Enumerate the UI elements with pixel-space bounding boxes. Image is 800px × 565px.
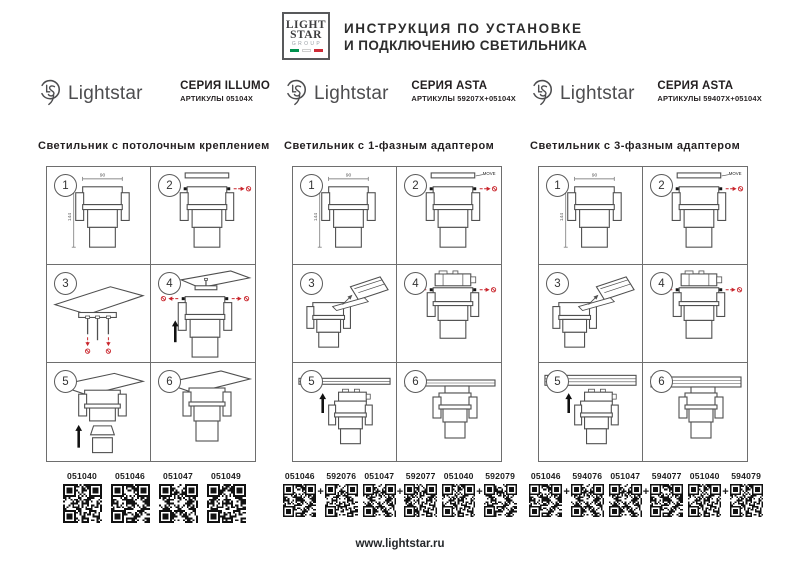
article-number: 594077: [651, 471, 682, 481]
website-link[interactable]: www.lightstar.ru: [355, 538, 445, 550]
plus-separator: +: [563, 486, 570, 498]
svg-text:90: 90: [99, 173, 106, 179]
article-qr-row: [530, 471, 762, 517]
step-cell: [539, 363, 643, 461]
step-cell: [151, 265, 255, 363]
article-number: 051046: [530, 471, 561, 481]
step-number: 2: [404, 174, 427, 197]
step-number: 2: [158, 174, 181, 197]
step-number: 6: [404, 370, 427, 393]
article-code: [325, 471, 358, 517]
qr-code-icon: [609, 484, 642, 517]
qr-code-icon: [650, 484, 683, 517]
svg-text:144: 144: [313, 212, 319, 222]
article-code: [159, 471, 198, 523]
column-asta-1phase: [284, 76, 516, 517]
column-subtitle: Светильник с 1-фазным адаптером: [284, 140, 495, 152]
article-number: 051046: [284, 471, 315, 481]
svg-text:90: 90: [591, 173, 598, 179]
article-number: 051040: [689, 471, 720, 481]
article-code: [571, 471, 604, 517]
lightstar-wordmark: Lightstar: [68, 83, 143, 104]
step-cell: [293, 265, 397, 363]
article-code: [363, 471, 396, 517]
article-number: 592076: [326, 471, 357, 481]
step-number: 3: [300, 272, 323, 295]
article-code: [207, 471, 246, 523]
articles-label: АРТИКУЛЫ 59407X+05104X: [657, 94, 762, 103]
logo-text-group: GROUP: [291, 41, 323, 47]
brand-row: [530, 76, 762, 116]
article-number: 051046: [115, 471, 145, 481]
step-number: 4: [158, 272, 181, 295]
article-code-pair: [442, 471, 516, 517]
steps-grid: [538, 166, 748, 462]
qr-code-icon: [283, 484, 316, 517]
article-number: 594079: [731, 471, 762, 481]
step-cell: [293, 363, 397, 461]
article-code: [730, 471, 763, 517]
brand-row: [284, 76, 516, 116]
step-number: 3: [546, 272, 569, 295]
article-code: [484, 471, 517, 517]
qr-code-icon: [529, 484, 562, 517]
article-code: [63, 471, 102, 523]
page-title-line2: И ПОДКЛЮЧЕНИЮ СВЕТИЛЬНИКА: [344, 38, 588, 53]
qr-code-icon: [730, 484, 763, 517]
article-number: 051040: [67, 471, 97, 481]
lightstar-group-logo: [282, 12, 330, 60]
step-number: 4: [404, 272, 427, 295]
article-code-pair: [688, 471, 762, 517]
qr-code-icon: [442, 484, 475, 517]
svg-text:MOVE: MOVE: [482, 170, 496, 176]
step-cell: [643, 363, 747, 461]
step-number: 5: [300, 370, 323, 393]
step-number: 2: [650, 174, 673, 197]
svg-text:MOVE: MOVE: [728, 170, 742, 176]
qr-code-icon: [363, 484, 396, 517]
qr-code-icon: [325, 484, 358, 517]
step-cell: [643, 265, 747, 363]
article-number: 592079: [485, 471, 516, 481]
step-number: 5: [546, 370, 569, 393]
qr-code-icon: [571, 484, 604, 517]
plus-separator: +: [642, 486, 650, 498]
step-cell: [47, 363, 151, 461]
step-number: 6: [650, 370, 673, 393]
page-title: [344, 20, 587, 54]
step-cell: [397, 363, 501, 461]
article-code-pair: [283, 471, 357, 517]
step-cell: [47, 265, 151, 363]
series-title: СЕРИЯ ASTA: [411, 80, 488, 92]
article-code-pair: [609, 471, 683, 517]
column-subtitle: Светильник с потолочным креплением: [38, 140, 270, 152]
step-cell: [47, 167, 151, 265]
step-cell: [397, 167, 501, 265]
step-cell: [397, 265, 501, 363]
svg-text:90: 90: [345, 173, 352, 179]
step-number: 1: [54, 174, 77, 197]
step-cell: [539, 265, 643, 363]
article-code: [283, 471, 316, 517]
column-illumo: [38, 76, 270, 523]
qr-code-icon: [63, 484, 102, 523]
plus-separator: +: [396, 486, 404, 498]
column-asta-3phase: [530, 76, 762, 517]
article-code-pair: [363, 471, 437, 517]
step-cell: [643, 167, 747, 265]
articles-label: АРТИКУЛЫ 05104X: [180, 94, 254, 103]
logo-text-light: LIGHT: [285, 19, 327, 31]
article-number: 051040: [443, 471, 474, 481]
qr-code-icon: [484, 484, 517, 517]
series-title: СЕРИЯ ILLUMO: [180, 80, 270, 92]
article-code: [442, 471, 475, 517]
page-title-line1: ИНСТРУКЦИЯ ПО УСТАНОВКЕ: [344, 21, 583, 36]
articles-label: АРТИКУЛЫ 59207X+05104X: [411, 94, 516, 103]
lightstar-wordmark: Lightstar: [314, 83, 389, 104]
article-code: [404, 471, 437, 517]
article-code: [529, 471, 562, 517]
step-number: 5: [54, 370, 77, 393]
step-cell: [293, 167, 397, 265]
step-number: 6: [158, 370, 181, 393]
brand-row: [38, 76, 270, 116]
qr-code-icon: [111, 484, 150, 523]
qr-code-icon: [404, 484, 437, 517]
step-cell: [539, 167, 643, 265]
article-number: 051049: [211, 471, 241, 481]
logo-text-star: STAR: [290, 29, 322, 41]
lightstar-logo-icon: [38, 78, 64, 110]
steps-grid: [46, 166, 256, 462]
article-code: [111, 471, 150, 523]
article-number: 051047: [610, 471, 641, 481]
lightstar-logo-icon: [284, 78, 310, 110]
lightstar-logo-icon: [530, 78, 556, 110]
article-code: [688, 471, 721, 517]
article-number: 051047: [364, 471, 395, 481]
qr-code-icon: [207, 484, 246, 523]
article-code: [650, 471, 683, 517]
plus-separator: +: [476, 486, 483, 498]
article-qr-row: [38, 471, 270, 523]
italy-flag-icon: [290, 49, 323, 52]
column-subtitle: Светильник с 3-фазным адаптером: [530, 140, 741, 152]
article-number: 592077: [405, 471, 436, 481]
article-number: 051047: [163, 471, 193, 481]
article-number: 594076: [572, 471, 603, 481]
qr-code-icon: [688, 484, 721, 517]
svg-text:144: 144: [559, 212, 565, 222]
article-code-pair: [529, 471, 603, 517]
step-number: 1: [300, 174, 323, 197]
steps-grid: [292, 166, 502, 462]
article-qr-row: [284, 471, 516, 517]
svg-text:144: 144: [67, 212, 73, 222]
series-title: СЕРИЯ ASTA: [657, 80, 734, 92]
step-number: 1: [546, 174, 569, 197]
step-cell: [151, 167, 255, 265]
step-number: 4: [650, 272, 673, 295]
qr-code-icon: [159, 484, 198, 523]
lightstar-wordmark: Lightstar: [560, 83, 635, 104]
article-code: [609, 471, 642, 517]
step-number: 3: [54, 272, 77, 295]
step-cell: [151, 363, 255, 461]
plus-separator: +: [722, 486, 729, 498]
plus-separator: +: [317, 486, 324, 498]
